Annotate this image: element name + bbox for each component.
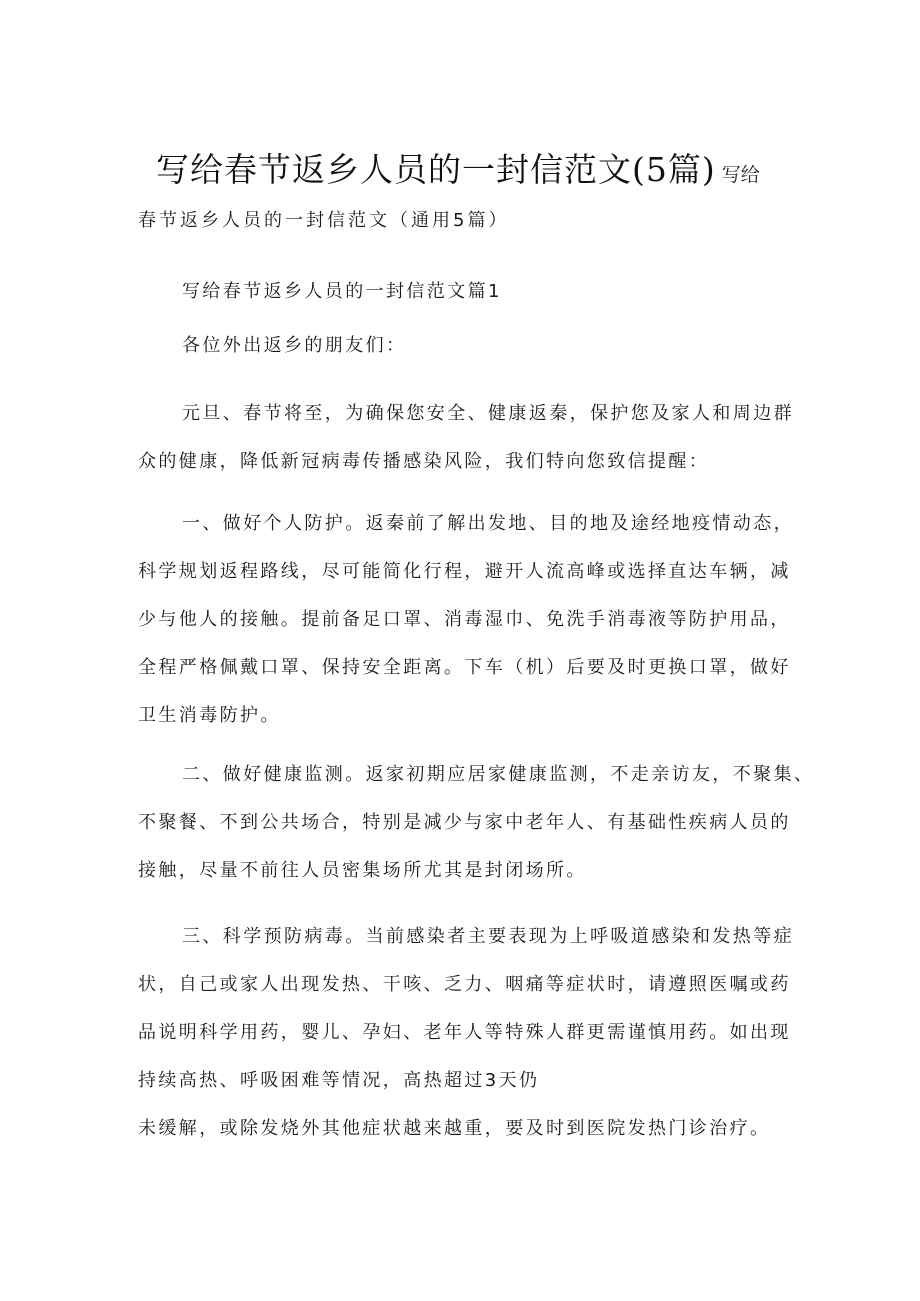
- paragraph-line: 一、做好个人防护。返秦前了解出发地、目的地及途经地疫情动态，: [182, 513, 794, 534]
- paragraph-line: 品说明科学用药，婴儿、孕妇、老年人等特殊人群更需谨慎用药。如出现: [138, 1022, 791, 1043]
- title-main: 写给春节返乡人员的一封信范文(5篇): [156, 150, 716, 189]
- section-heading: 写给春节返乡人员的一封信范文篇1: [182, 281, 502, 302]
- paragraph-line: 未缓解，或除发烧外其他症状越来越重，要及时到医院发热门诊治疗。: [138, 1118, 771, 1139]
- document-title: [156, 150, 760, 196]
- greeting: 各位外出返乡的朋友们：: [182, 335, 407, 356]
- paragraph-personal-protection: [138, 500, 794, 740]
- paragraph-line: 卫生消毒防护。: [138, 705, 281, 726]
- title-tail: 写给: [721, 164, 760, 186]
- paragraph-line: 接触，尽量不前往人员密集场所尤其是封闭场所。: [138, 860, 587, 881]
- paragraph-prevention: [138, 913, 794, 1153]
- paragraph-health-monitoring: [138, 751, 815, 895]
- paragraph-line: 全程严格佩戴口罩、保持安全距离。下车（机）后要及时更换口罩，做好: [138, 657, 791, 678]
- paragraph-line: 三、科学预防病毒。当前感染者主要表现为上呼吸道感染和发热等症: [182, 926, 794, 947]
- paragraph-line: 不聚餐、不到公共场合，特别是减少与家中老年人、有基础性疾病人员的: [138, 812, 791, 833]
- document-subtitle: 春节返乡人员的一封信范文（通用5篇）: [138, 210, 510, 231]
- paragraph-line: 状，自己或家人出现发热、干咳、乏力、咽痛等症状时，请遵照医嘱或药: [138, 974, 791, 995]
- paragraph-line: 持续高热、呼吸困难等情况，高热超过3天仍: [138, 1070, 540, 1091]
- paragraph-intro: [138, 390, 794, 486]
- paragraph-line: 二、做好健康监测。返家初期应居家健康监测，不走亲访友，不聚集、: [182, 764, 815, 785]
- paragraph-line: 科学规划返程路线，尽可能简化行程，避开人流高峰或选择直达车辆，减: [138, 561, 791, 582]
- paragraph-line: 少与他人的接触。提前备足口罩、消毒湿巾、免洗手消毒液等防护用品，: [138, 609, 791, 630]
- paragraph-line: 元旦、春节将至，为确保您安全、健康返秦，保护您及家人和周边群: [182, 403, 794, 424]
- paragraph-line: 众的健康，降低新冠病毒传播感染风险，我们特向您致信提醒：: [138, 451, 710, 472]
